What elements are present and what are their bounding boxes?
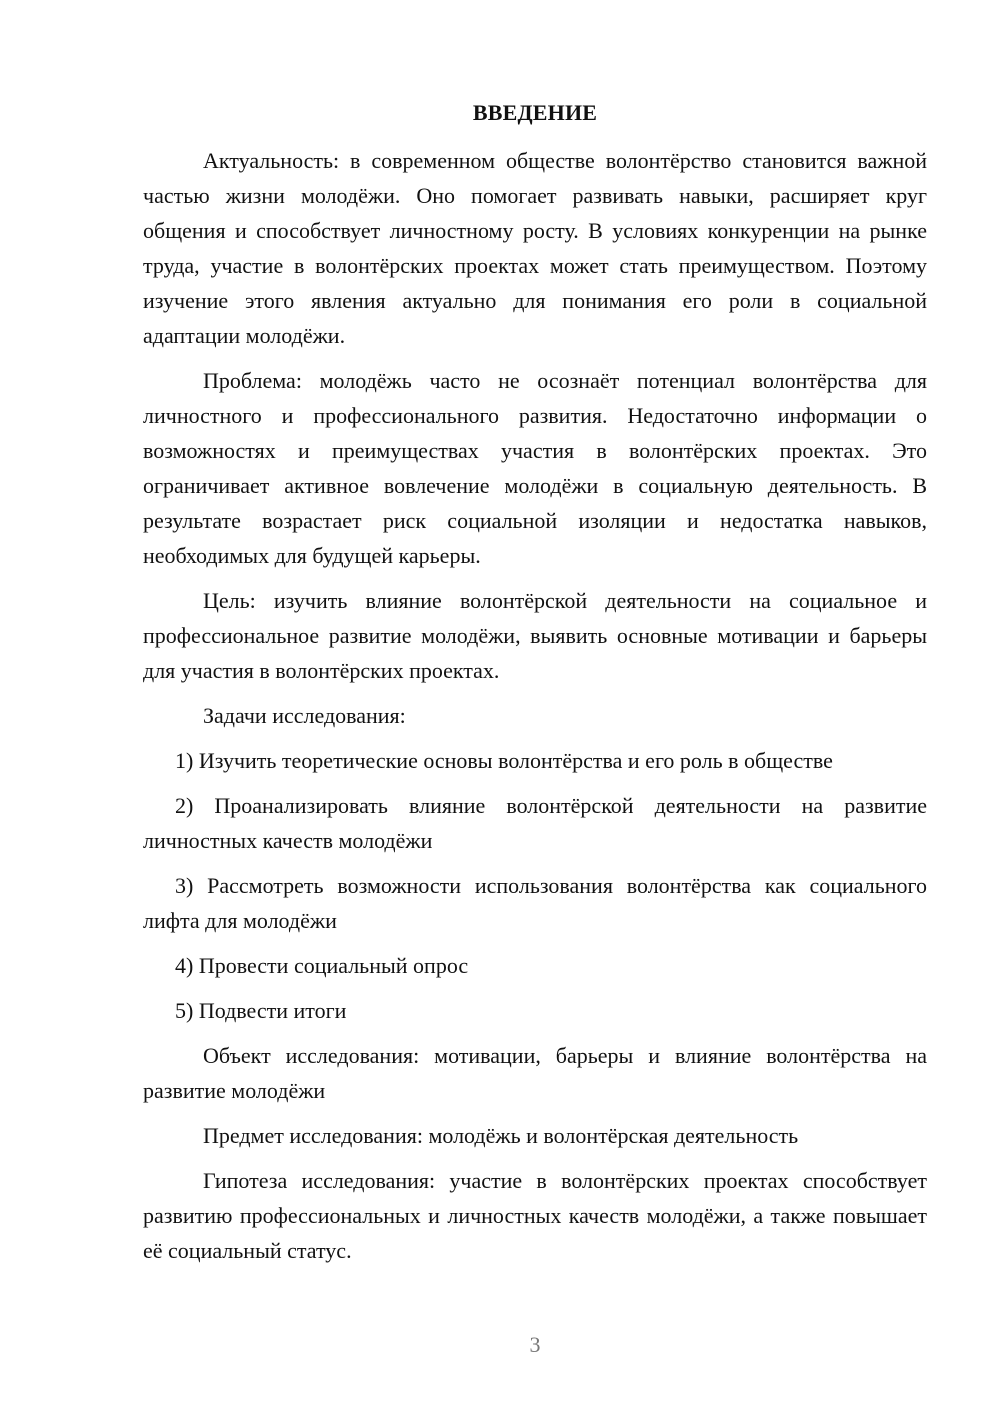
object-paragraph: Объект исследования: мотивации, барьеры и влияние волонтёрства на развитие молодёжи: [143, 1043, 927, 1103]
tasks-heading: Задачи исследования:: [203, 703, 406, 728]
relevance-paragraph: Актуальность: в современном обществе волонтёрство становится важной частью жизни молодёжи. Оно помогает развивать навыки, расширяет круг общения и способствует личностному росту. В условиях конкуренции на рынке труда, участие в волонтёрских проектах может стать преимуществом. Поэтому изучение этого явления актуально для понимания его роли в социальной адаптации молодёжи.: [143, 148, 927, 348]
subject-paragraph: Предмет исследования: молодёжь и волонтёрская деятельность: [203, 1123, 799, 1148]
task-item: 4) Провести социальный опрос: [175, 953, 469, 978]
goal-paragraph: Цель: изучить влияние волонтёрской деятельности на социальное и профессиональное развитие молодёжи, выявить основные мотивации и барьеры для участия в волонтёрских проектах.: [143, 588, 927, 683]
hypothesis-paragraph: Гипотеза исследования: участие в волонтёрских проектах способствует развитию профессиональных и личностных качеств молодёжи, а также повышает её социальный статус.: [143, 1168, 927, 1263]
document-page: [143, 0, 927, 1414]
task-item: 3) Рассмотреть возможности использования волонтёрства как социального лифта для молодёжи: [143, 873, 927, 933]
task-item: 2) Проанализировать влияние волонтёрской деятельности на развитие личностных качеств молодёжи: [143, 793, 927, 853]
document-body: [143, 143, 927, 1278]
page-title: ВВЕДЕНИЕ: [472, 100, 598, 125]
task-item: 1) Изучить теоретические основы волонтёрства и его роль в обществе: [175, 748, 833, 773]
page-number: 3: [529, 1332, 541, 1357]
problem-paragraph: Проблема: молодёжь часто не осознаёт потенциал волонтёрства для личностного и профессионального развития. Недостаточно информации о возможностях и преимуществах участия в волонтёрских проектах. Это ограничивает активное вовлечение молодёжи в социальную деятельность. В результате возрастает риск социальной изоляции и недостатка навыков, необходимых для будущей карьеры.: [143, 368, 927, 568]
task-item: 5) Подвести итоги: [175, 998, 347, 1023]
